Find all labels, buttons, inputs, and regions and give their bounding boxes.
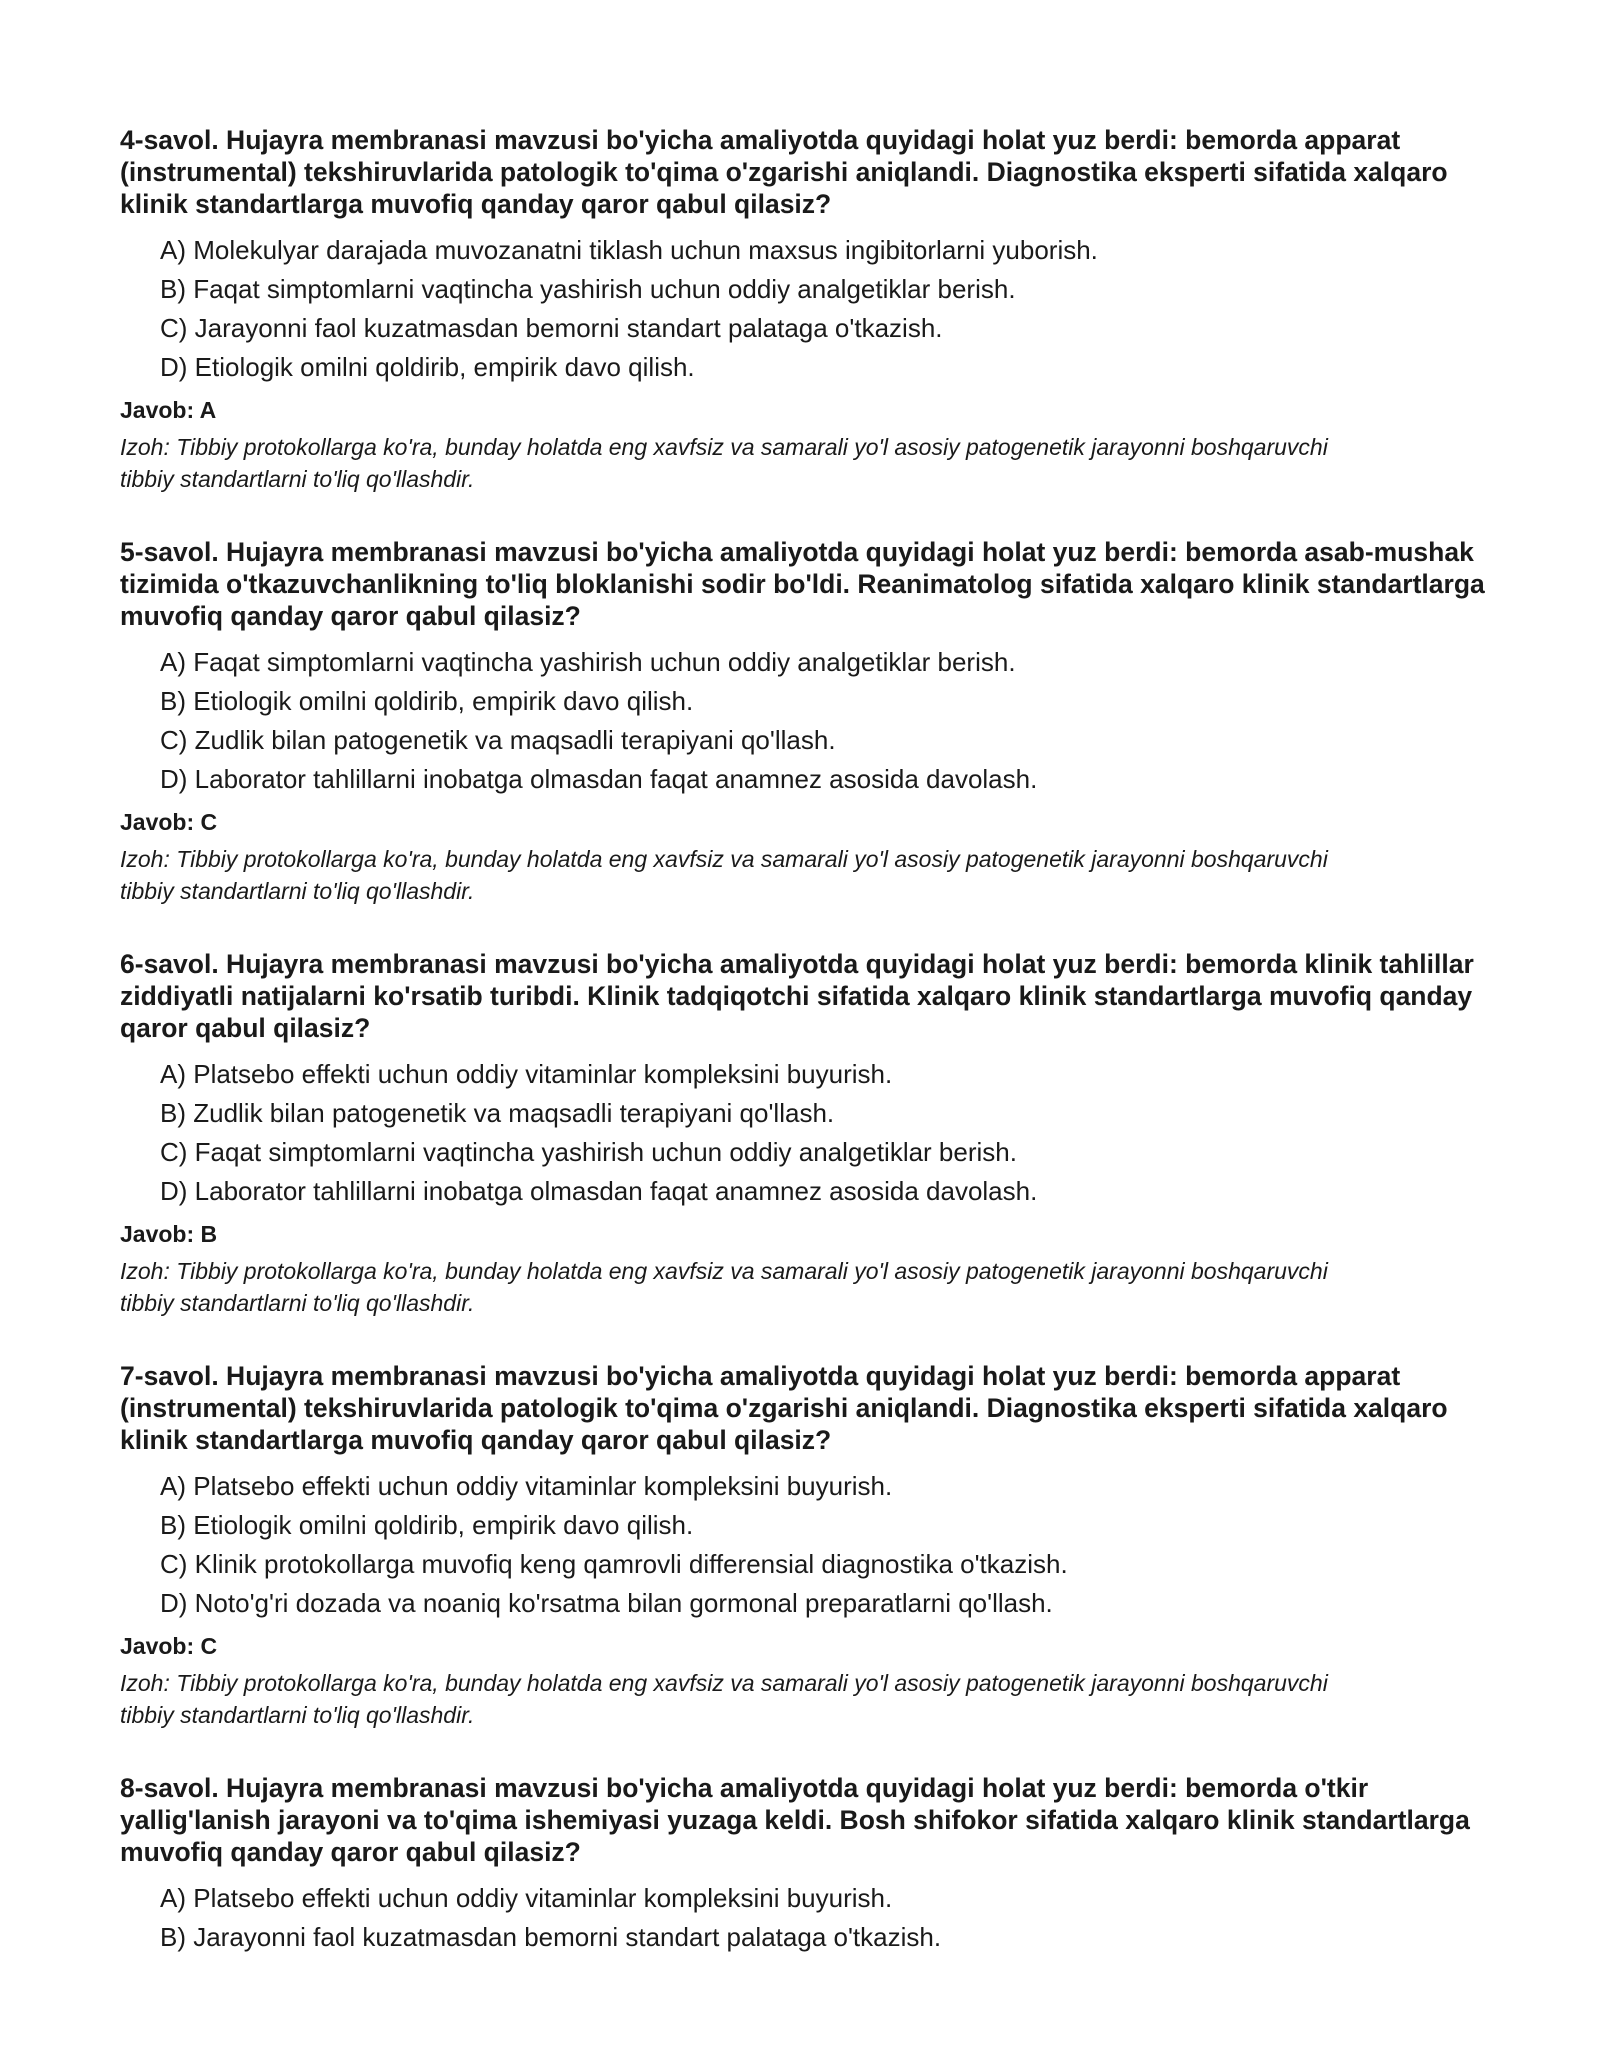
explanation-note: Izoh: Tibbiy protokollarga ko'ra, bunday holatda eng xavfsiz va samarali yo'l asosiy patogenetik jarayonni boshqaruvchi tibbiy standartlarni to'liq qo'llashdir. <box>120 846 1328 904</box>
question-block <box>120 124 1490 495</box>
option-d: D) Noto'g'ri dozada va noaniq ko'rsatma bilan gormonal preparatlarni qo'llash. <box>160 1588 1053 1618</box>
option-a: A) Platsebo effekti uchun oddiy vitaminlar kompleksini buyurish. <box>160 1059 893 1089</box>
option-a: A) Molekulyar darajada muvozanatni tiklash uchun maxsus ingibitorlarni yuborish. <box>160 235 1098 265</box>
options-list <box>120 1467 1490 1623</box>
question-text: 8-savol. Hujayra membranasi mavzusi bo'yicha amaliyotda quyidagi holat yuz berdi: bemorda o'tkir yallig'lanish jarayoni va to'qima ishemiyasi yuzaga keldi. Bosh shifokor sifatida xalqaro klinik standartlarga muvofiq qanday qaror qabul qilasiz? <box>120 1773 1470 1867</box>
option-b: B) Zudlik bilan patogenetik va maqsadli terapiyani qo'llash. <box>160 1098 835 1128</box>
option-a: A) Platsebo effekti uchun oddiy vitaminlar kompleksini buyurish. <box>160 1471 893 1501</box>
option-d: D) Etiologik omilni qoldirib, empirik davo qilish. <box>160 352 695 382</box>
option-c: C) Jarayonni faol kuzatmasdan bemorni standart palataga o'tkazish. <box>160 313 943 343</box>
question-text: 7-savol. Hujayra membranasi mavzusi bo'yicha amaliyotda quyidagi holat yuz berdi: bemorda apparat (instrumental) tekshiruvlarida patologik to'qima o'zgarishi aniqlandi. Diagnostika eksperti sifatida xalqaro klinik standartlarga muvofiq qanday qaror qabul qilasiz? <box>120 1361 1448 1455</box>
question-block <box>120 948 1490 1319</box>
option-c: C) Faqat simptomlarni vaqtincha yashirish uchun oddiy analgetiklar berish. <box>160 1137 1017 1167</box>
option-c: C) Zudlik bilan patogenetik va maqsadli terapiyani qo'llash. <box>160 725 836 755</box>
answer-label: Javob: B <box>120 1221 218 1247</box>
options-list <box>120 1879 1490 1957</box>
option-a: A) Faqat simptomlarni vaqtincha yashirish uchun oddiy analgetiklar berish. <box>160 647 1016 677</box>
answer-label: Javob: C <box>120 809 218 835</box>
explanation-note: Izoh: Tibbiy protokollarga ko'ra, bunday holatda eng xavfsiz va samarali yo'l asosiy patogenetik jarayonni boshqaruvchi tibbiy standartlarni to'liq qo'llashdir. <box>120 434 1328 492</box>
option-c: C) Klinik protokollarga muvofiq keng qamrovli differensial diagnostika o'tkazish. <box>160 1549 1068 1579</box>
option-b: B) Faqat simptomlarni vaqtincha yashirish uchun oddiy analgetiklar berish. <box>160 274 1016 304</box>
option-d: D) Laborator tahlillarni inobatga olmasdan faqat anamnez asosida davolash. <box>160 764 1038 794</box>
option-b: B) Jarayonni faol kuzatmasdan bemorni standart palataga o'tkazish. <box>160 1922 942 1952</box>
options-list <box>120 643 1490 799</box>
question-block <box>120 1360 1490 1731</box>
option-a: A) Platsebo effekti uchun oddiy vitaminlar kompleksini buyurish. <box>160 1883 893 1913</box>
option-b: B) Etiologik omilni qoldirib, empirik davo qilish. <box>160 686 694 716</box>
question-text: 4-savol. Hujayra membranasi mavzusi bo'yicha amaliyotda quyidagi holat yuz berdi: bemorda apparat (instrumental) tekshiruvlarida patologik to'qima o'zgarishi aniqlandi. Diagnostika eksperti sifatida xalqaro klinik standartlarga muvofiq qanday qaror qabul qilasiz? <box>120 125 1448 219</box>
explanation-note: Izoh: Tibbiy protokollarga ko'ra, bunday holatda eng xavfsiz va samarali yo'l asosiy patogenetik jarayonni boshqaruvchi tibbiy standartlarni to'liq qo'llashdir. <box>120 1258 1328 1316</box>
options-list <box>120 231 1490 387</box>
question-block <box>120 1772 1490 1957</box>
document-page <box>120 124 1490 1998</box>
question-text: 5-savol. Hujayra membranasi mavzusi bo'yicha amaliyotda quyidagi holat yuz berdi: bemorda asab-mushak tizimida o'tkazuvchanlikning to'liq bloklanishi sodir bo'ldi. Reanimatolog sifatida xalqaro klinik standartlarga muvofiq qanday qaror qabul qilasiz? <box>120 537 1485 631</box>
answer-label: Javob: A <box>120 397 217 423</box>
explanation-note: Izoh: Tibbiy protokollarga ko'ra, bunday holatda eng xavfsiz va samarali yo'l asosiy patogenetik jarayonni boshqaruvchi tibbiy standartlarni to'liq qo'llashdir. <box>120 1670 1328 1728</box>
answer-label: Javob: C <box>120 1633 218 1659</box>
option-b: B) Etiologik omilni qoldirib, empirik davo qilish. <box>160 1510 694 1540</box>
question-text: 6-savol. Hujayra membranasi mavzusi bo'yicha amaliyotda quyidagi holat yuz berdi: bemorda klinik tahlillar ziddiyatli natijalarni ko'rsatib turibdi. Klinik tadqiqotchi sifatida xalqaro klinik standartlarga muvofiq qanday qaror qabul qilasiz? <box>120 949 1474 1043</box>
option-d: D) Laborator tahlillarni inobatga olmasdan faqat anamnez asosida davolash. <box>160 1176 1038 1206</box>
question-block <box>120 536 1490 907</box>
options-list <box>120 1055 1490 1211</box>
